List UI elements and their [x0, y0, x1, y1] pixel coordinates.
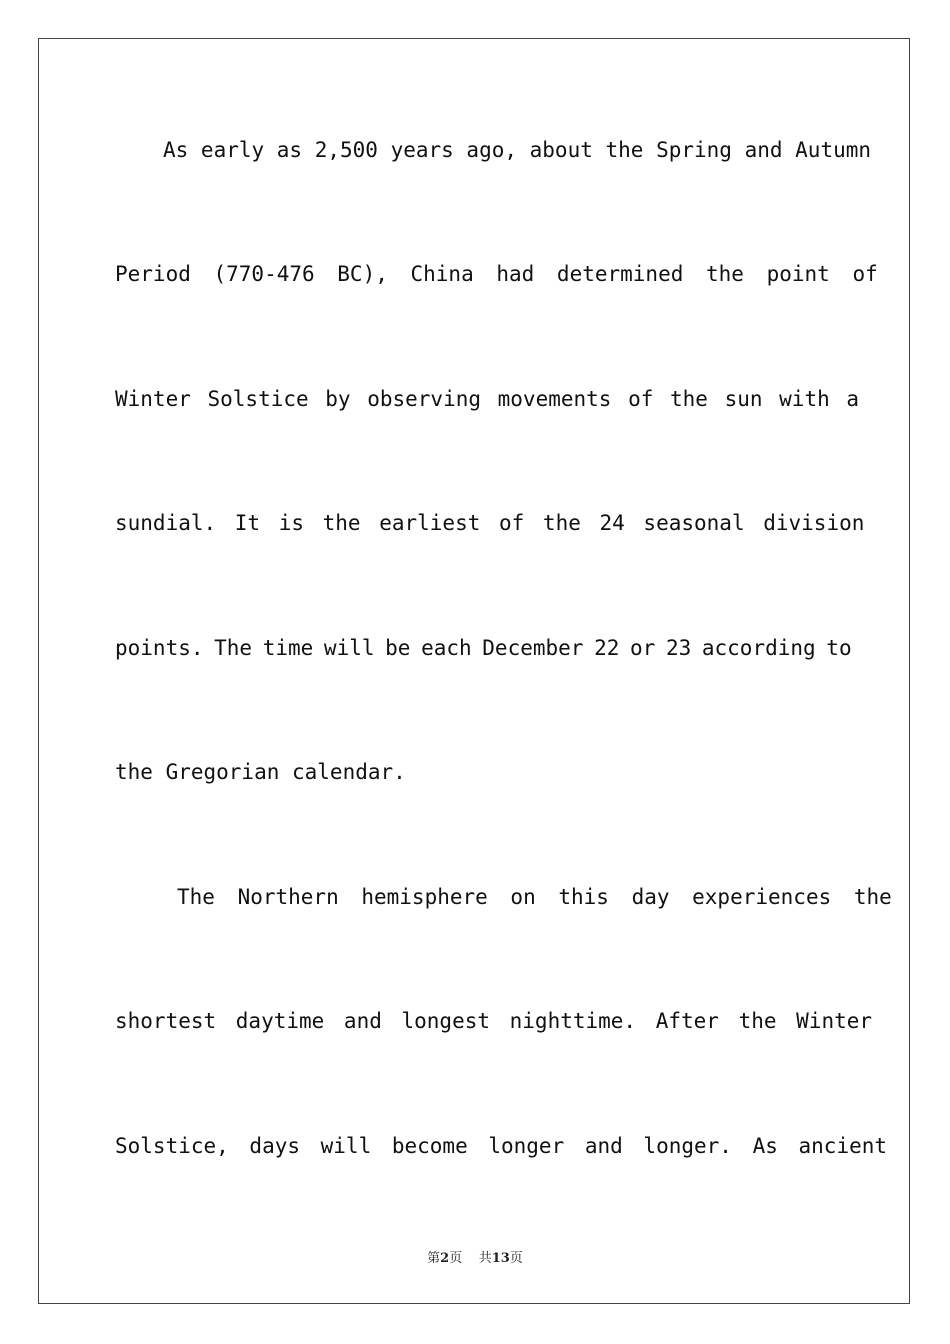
- total-prefix: 共: [478, 1251, 492, 1266]
- text-line: Winter Solstice by observing movements of the sun with a: [115, 387, 860, 411]
- text-line: As early as 2,500 years ago, about the Spring and Autumn: [163, 138, 872, 162]
- paragraph-2-line-1: [177, 884, 892, 910]
- text-line: shortest daytime and longest nighttime. After the Winter: [115, 1009, 873, 1033]
- text-line: The Northern hemisphere on this day experiences the: [177, 885, 892, 909]
- total-suffix: 页: [509, 1251, 523, 1266]
- paragraph-1-line-1: [115, 137, 872, 163]
- paragraph-1-line-4: [115, 510, 865, 536]
- text-line: Solstice, days will become longer and longer. As ancient: [115, 1134, 888, 1158]
- paragraph-1-line-2: [115, 261, 878, 287]
- page-footer: [0, 1247, 950, 1266]
- text-line: Period (770-476 BC), China had determined the point of: [115, 262, 878, 286]
- paragraph-2-line-3: [115, 1133, 888, 1159]
- page-prefix: 第: [427, 1251, 441, 1266]
- paragraph-1-line-5: [115, 635, 852, 661]
- page-number: 2: [440, 1251, 450, 1266]
- text-line: the Gregorian calendar.: [115, 760, 406, 784]
- paragraph-2-line-2: [115, 1008, 873, 1034]
- text-line: sundial. It is the earliest of the 24 seasonal division: [115, 511, 865, 535]
- text-line: points. The time will be each December 22 or 23 according to: [115, 636, 852, 660]
- page-suffix: 页: [449, 1251, 463, 1266]
- paragraph-1-line-3: [115, 386, 860, 412]
- page-border: [38, 38, 910, 1304]
- total-pages: 13: [491, 1251, 510, 1266]
- paragraph-1-line-6: [115, 759, 835, 785]
